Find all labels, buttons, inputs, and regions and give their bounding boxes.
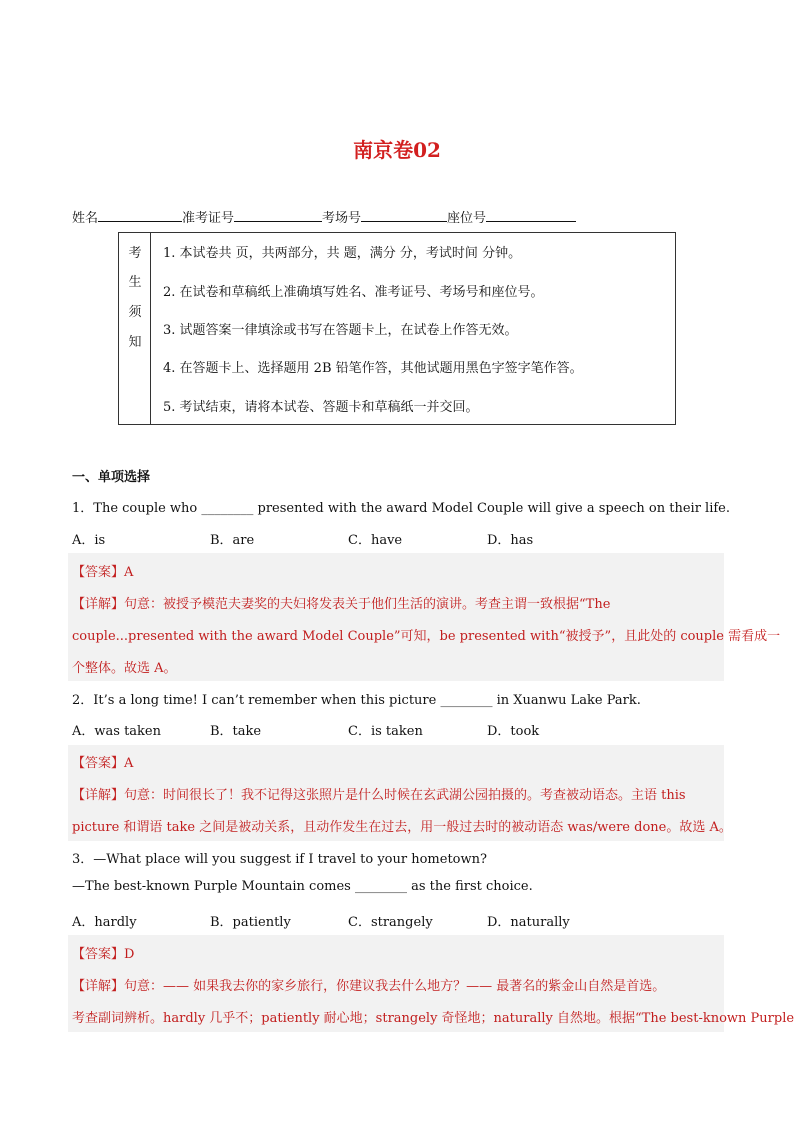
- notice-rule: 1. 本试卷共 页，共两部分，共 题，满分 分，考试时间 分钟。: [163, 246, 522, 261]
- option-c: C．have: [348, 533, 403, 548]
- notice-label-char: 知: [128, 335, 142, 350]
- option-b: B．patiently: [210, 915, 291, 930]
- option-a: A．is: [72, 533, 106, 548]
- name-blank: [98, 209, 182, 222]
- option-d: D．has: [487, 533, 534, 548]
- exam-room-label: 考场号: [322, 211, 362, 226]
- option-b: B．take: [210, 724, 262, 739]
- candidate-info-line: [72, 207, 576, 226]
- detail-line: 考查副词辨析。hardly 几乎不；patiently 耐心地；strangely 奇怪地；naturally 自然地。根据“The best-known Purple: [72, 1011, 794, 1026]
- detail-line: 【详解】句意：—— 如果我去你的家乡旅行，你建议我去什么地方？—— 最著名的紫金山自然是首选。: [72, 979, 666, 994]
- notice-rule: 2. 在试卷和草稿纸上准确填写姓名、准考证号、考场号和座位号。: [163, 285, 544, 300]
- question-stem: 2．It’s a long time! I can’t remember when this picture ________ in Xuanwu Lake Park.: [72, 693, 641, 708]
- notice-label-char: 生: [128, 275, 142, 290]
- answer-text: 【答案】A: [72, 565, 134, 580]
- option-a: A．was taken: [72, 724, 161, 739]
- detail-line: couple...presented with the award Model Couple”可知，be presented with“被授予”，且此处的 couple 需看成一: [72, 629, 781, 644]
- notice-rule: 3. 试题答案一律填涂或书写在答题卡上，在试卷上作答无效。: [163, 323, 518, 338]
- seat-blank: [486, 209, 576, 222]
- detail-line: picture 和谓语 take 之间是被动关系，且动作发生在过去，用一般过去时的被动语态 was/were done。故选 A。: [72, 820, 732, 835]
- seat-label: 座位号: [447, 211, 487, 226]
- option-a: A．hardly: [72, 915, 137, 930]
- question-stem: —The best-known Purple Mountain comes ________ as the first choice.: [72, 879, 533, 894]
- notice-rule: 5. 考试结束，请将本试卷、答题卡和草稿纸一并交回。: [163, 400, 479, 415]
- page-title: 南京卷02: [353, 138, 441, 162]
- answer-text: 【答案】D: [72, 947, 135, 962]
- exam-notice-box: [118, 232, 676, 425]
- exam-room-blank: [361, 209, 447, 222]
- detail-line: 个整体。故选 A。: [72, 661, 177, 676]
- option-c: C．is taken: [348, 724, 423, 739]
- question-stem: 1．The couple who ________ presented with the award Model Couple will give a speech on their life.: [72, 501, 730, 516]
- detail-line: 【详解】句意：被授予模范夫妻奖的夫妇将发表关于他们生活的演讲。考查主谓一致根据“The: [72, 597, 611, 612]
- notice-label-char: 须: [128, 305, 142, 320]
- detail-line: 【详解】句意：时间很长了！我不记得这张照片是什么时候在玄武湖公园拍摄的。考查被动语态。主语 this: [72, 788, 686, 803]
- name-label: 姓名: [72, 211, 99, 226]
- notice-label-char: 考: [128, 246, 142, 261]
- option-c: C．strangely: [348, 915, 433, 930]
- option-d: D．took: [487, 724, 540, 739]
- section-heading: 一、单项选择: [72, 470, 151, 485]
- exam-id-blank: [234, 209, 322, 222]
- option-b: B．are: [210, 533, 255, 548]
- question-stem: 3．—What place will you suggest if I travel to your hometown?: [72, 852, 487, 867]
- exam-id-label: 准考证号: [182, 211, 235, 226]
- notice-rule: 4. 在答题卡上、选择题用 2B 铅笔作答，其他试题用黑色字签字笔作答。: [163, 361, 583, 376]
- option-d: D．naturally: [487, 915, 570, 930]
- notice-label-column: [119, 233, 151, 424]
- answer-text: 【答案】A: [72, 756, 134, 771]
